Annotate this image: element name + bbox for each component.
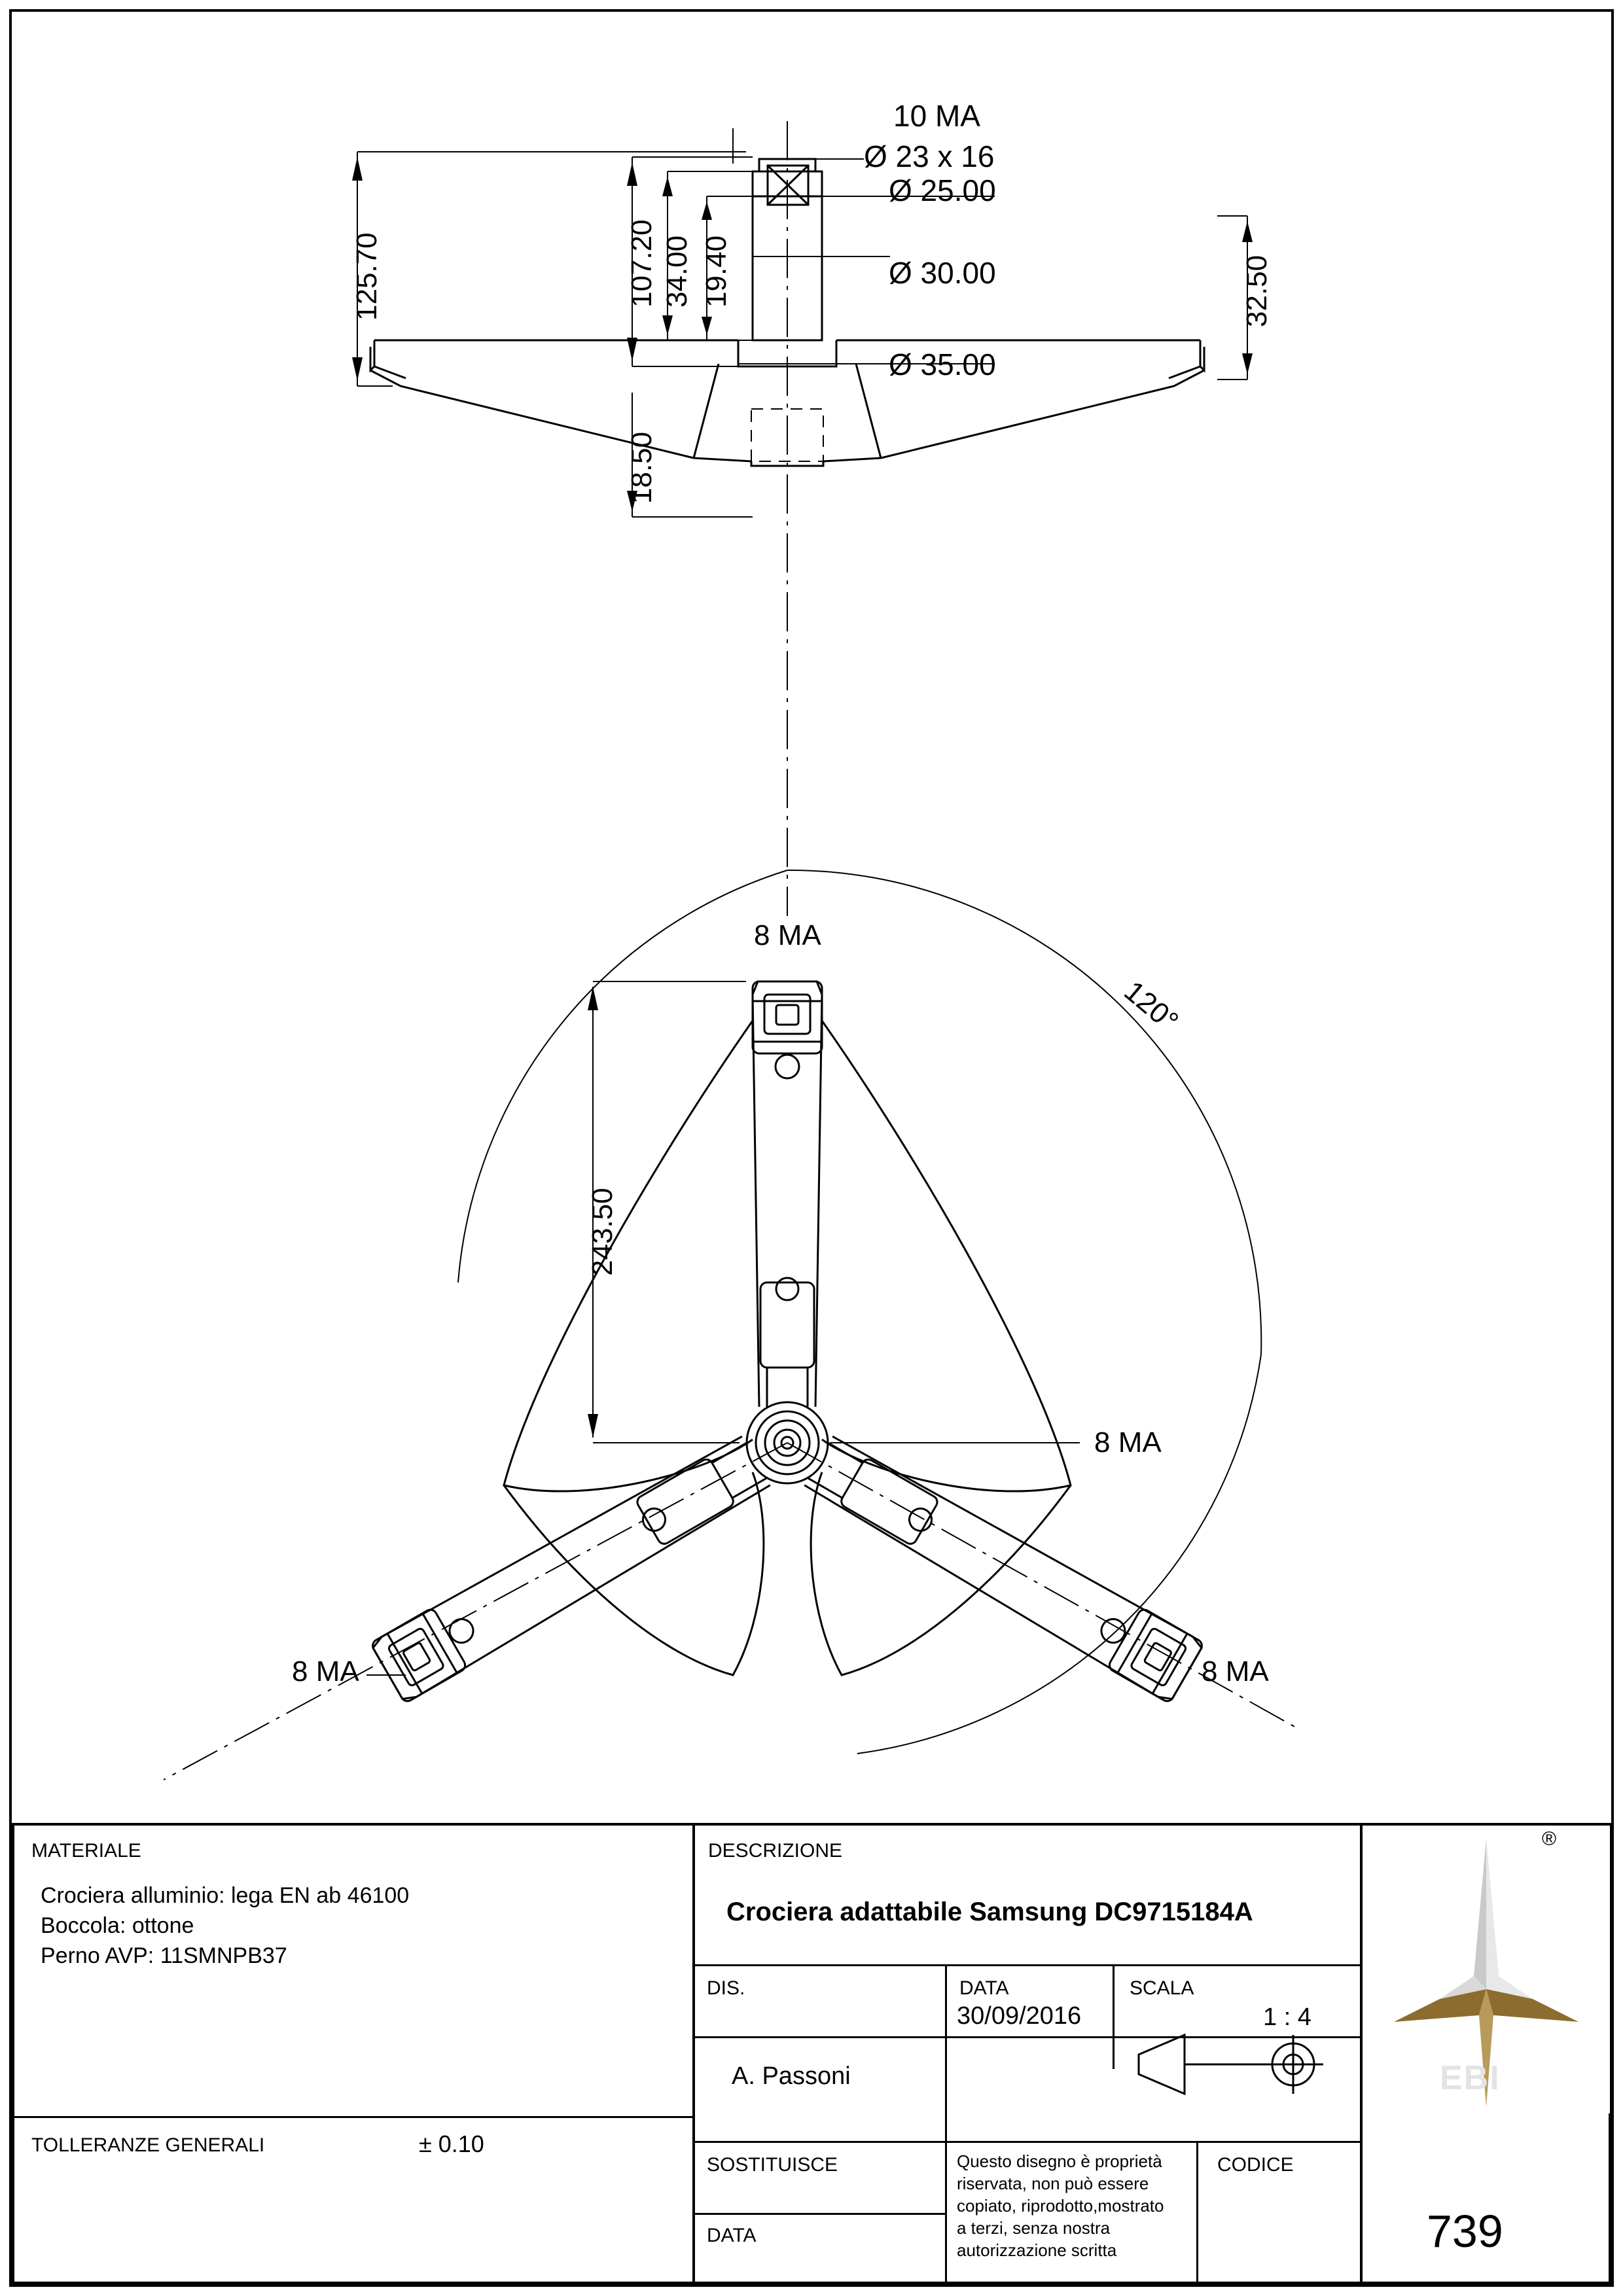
scala-label: SCALA bbox=[1130, 1977, 1194, 1999]
label-8ma-lower-left: 8 MA bbox=[292, 1655, 359, 1687]
materiale-label: MATERIALE bbox=[31, 1840, 141, 1862]
dis-label: DIS. bbox=[707, 1977, 745, 1999]
logo-box bbox=[1363, 1826, 1610, 2113]
tolleranze-value: ± 0.10 bbox=[419, 2130, 484, 2157]
codice-label: CODICE bbox=[1217, 2154, 1294, 2176]
data-value: 30/09/2016 bbox=[957, 2002, 1082, 2030]
dim-125-70: 125.70 bbox=[351, 232, 383, 321]
materiale-line-1: Boccola: ottone bbox=[41, 1913, 194, 1938]
label-d30: Ø 30.00 bbox=[889, 256, 996, 290]
tolleranze-label: TOLLERANZE GENERALI bbox=[31, 2134, 265, 2156]
dim-18-50: 18.50 bbox=[626, 431, 658, 504]
dis-value: A. Passoni bbox=[732, 2062, 851, 2090]
note-line-3: a terzi, senza nostra bbox=[957, 2218, 1111, 2238]
label-d25: Ø 25.00 bbox=[889, 173, 996, 207]
logo-text: EBI bbox=[1440, 2059, 1501, 2097]
label-d35: Ø 35.00 bbox=[889, 347, 996, 381]
sostituisce-label: SOSTITUISCE bbox=[707, 2154, 838, 2176]
note-line-1: riservata, non può essere bbox=[957, 2174, 1149, 2193]
registered-mark: ® bbox=[1542, 1828, 1557, 1850]
scala-value: 1 : 4 bbox=[1263, 2004, 1311, 2031]
dim-19-40: 19.40 bbox=[700, 235, 732, 308]
note-line-2: copiato, riprodotto,mostrato bbox=[957, 2196, 1164, 2216]
descrizione-value: Crociera adattabile Samsung DC9715184A bbox=[726, 1898, 1253, 1926]
label-hex-23x16: Ø 23 x 16 bbox=[864, 139, 995, 173]
dim-107-20: 107.20 bbox=[626, 219, 658, 308]
label-angle-120: 120° bbox=[1118, 975, 1185, 1038]
dim-243-50: 243.50 bbox=[586, 1188, 618, 1276]
dim-34-00: 34.00 bbox=[661, 235, 693, 308]
descrizione-label: DESCRIZIONE bbox=[708, 1840, 843, 1862]
note-line-0: Questo disegno è proprietà bbox=[957, 2151, 1162, 2171]
materiale-line-0: Crociera alluminio: lega EN ab 46100 bbox=[41, 1883, 410, 1908]
label-10ma: 10 MA bbox=[893, 99, 980, 133]
data-label: DATA bbox=[959, 1977, 1009, 1999]
note-line-4: autorizzazione scritta bbox=[957, 2240, 1117, 2260]
label-8ma-right: 8 MA bbox=[1094, 1426, 1162, 1458]
dim-32-50: 32.50 bbox=[1241, 255, 1273, 327]
sostituisce-data-label: DATA bbox=[707, 2225, 757, 2246]
label-8ma-top: 8 MA bbox=[754, 919, 821, 951]
codice-value: 739 bbox=[1427, 2206, 1503, 2257]
label-8ma-lower-right: 8 MA bbox=[1202, 1655, 1269, 1687]
materiale-line-2: Perno AVP: 11SMNPB37 bbox=[41, 1943, 287, 1968]
